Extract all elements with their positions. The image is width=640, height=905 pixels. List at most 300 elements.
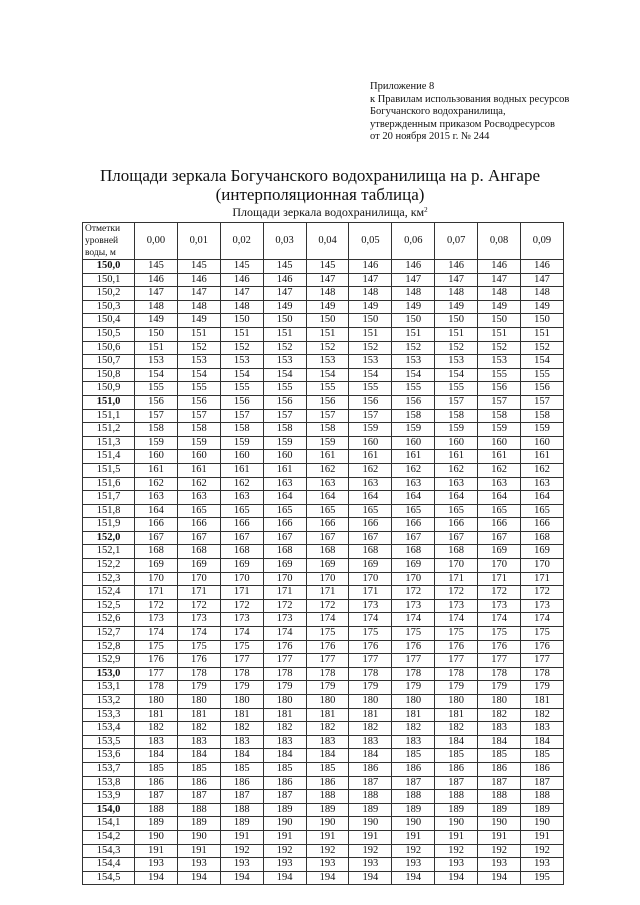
area-cell: 145 (135, 260, 178, 274)
area-cell: 173 (478, 599, 521, 613)
level-cell: 152,9 (83, 654, 135, 668)
area-cell: 160 (263, 450, 306, 464)
area-cell: 182 (220, 722, 263, 736)
area-cell: 168 (135, 545, 178, 559)
area-cell: 192 (435, 844, 478, 858)
area-cell: 153 (306, 355, 349, 369)
area-cell: 149 (135, 314, 178, 328)
area-cell: 167 (263, 531, 306, 545)
area-cell: 176 (306, 640, 349, 654)
table-row (83, 273, 564, 287)
area-cell: 185 (135, 762, 178, 776)
area-cell: 156 (521, 382, 564, 396)
area-cell: 177 (220, 654, 263, 668)
area-cell: 185 (478, 749, 521, 763)
area-cell: 184 (306, 749, 349, 763)
area-cell: 165 (177, 504, 220, 518)
area-cell: 183 (220, 735, 263, 749)
area-cell: 187 (392, 776, 435, 790)
area-cell: 195 (521, 871, 564, 885)
area-cell: 155 (521, 368, 564, 382)
area-cell: 169 (306, 559, 349, 573)
area-cell: 161 (349, 450, 392, 464)
area-cell: 159 (521, 423, 564, 437)
area-cell: 155 (306, 382, 349, 396)
area-cell: 176 (177, 654, 220, 668)
area-cell: 148 (306, 287, 349, 301)
area-cell: 178 (135, 681, 178, 695)
area-cell: 188 (349, 790, 392, 804)
area-cell: 182 (349, 722, 392, 736)
area-cell: 147 (135, 287, 178, 301)
area-cell: 186 (521, 762, 564, 776)
area-cell: 158 (435, 409, 478, 423)
area-cell: 171 (306, 586, 349, 600)
area-cell: 145 (220, 260, 263, 274)
appendix-line: Приложение 8 (370, 81, 435, 92)
area-cell: 190 (392, 817, 435, 831)
table-row (83, 559, 564, 573)
area-cell: 189 (392, 803, 435, 817)
area-cell: 194 (478, 871, 521, 885)
area-cell: 163 (306, 477, 349, 491)
area-cell: 163 (220, 491, 263, 505)
area-cell: 162 (478, 463, 521, 477)
area-cell: 180 (478, 695, 521, 709)
area-cell: 175 (478, 627, 521, 641)
area-cell: 156 (392, 395, 435, 409)
area-cell: 165 (220, 504, 263, 518)
area-cell: 173 (349, 599, 392, 613)
area-cell: 146 (177, 273, 220, 287)
area-cell: 170 (435, 559, 478, 573)
area-cell: 162 (306, 463, 349, 477)
area-cell: 153 (177, 355, 220, 369)
area-cell: 187 (478, 776, 521, 790)
area-cell: 188 (392, 790, 435, 804)
column-header: 0,09 (521, 223, 564, 260)
area-cell: 183 (135, 735, 178, 749)
area-cell: 172 (220, 599, 263, 613)
area-cell: 188 (435, 790, 478, 804)
area-cell: 149 (177, 314, 220, 328)
level-cell: 153,0 (83, 667, 135, 681)
area-cell: 152 (392, 341, 435, 355)
area-cell: 146 (392, 260, 435, 274)
area-cell: 145 (177, 260, 220, 274)
area-cell: 189 (521, 803, 564, 817)
area-cell: 165 (435, 504, 478, 518)
area-cell: 161 (135, 463, 178, 477)
area-cell: 192 (392, 844, 435, 858)
area-cell: 190 (306, 817, 349, 831)
area-cell: 191 (135, 844, 178, 858)
area-cell: 155 (478, 368, 521, 382)
column-header: 0,08 (478, 223, 521, 260)
area-cell: 159 (135, 436, 178, 450)
table-row (83, 844, 564, 858)
area-cell: 177 (435, 654, 478, 668)
area-cell: 169 (478, 545, 521, 559)
level-cell: 153,5 (83, 735, 135, 749)
level-cell: 153,9 (83, 790, 135, 804)
area-cell: 181 (435, 708, 478, 722)
column-header: 0,00 (135, 223, 178, 260)
area-cell: 152 (177, 341, 220, 355)
title-line-1: Площади зеркала Богучанского водохранилища на р. Ангаре (100, 166, 540, 185)
area-cell: 170 (392, 572, 435, 586)
area-cell: 154 (220, 368, 263, 382)
area-cell: 184 (177, 749, 220, 763)
area-cell: 193 (177, 858, 220, 872)
area-cell: 157 (177, 409, 220, 423)
appendix-line: от 20 ноября 2015 г. № 244 (370, 131, 490, 143)
area-cell: 161 (306, 450, 349, 464)
area-cell: 176 (263, 640, 306, 654)
area-cell: 148 (177, 300, 220, 314)
area-cell: 179 (478, 681, 521, 695)
level-cell: 150,1 (83, 273, 135, 287)
area-cell: 169 (392, 559, 435, 573)
area-cell: 181 (349, 708, 392, 722)
area-cell: 170 (478, 559, 521, 573)
area-cell: 160 (521, 436, 564, 450)
area-cell: 174 (392, 613, 435, 627)
area-cell: 157 (263, 409, 306, 423)
area-cell: 175 (435, 627, 478, 641)
area-cell: 148 (220, 300, 263, 314)
appendix-line: утвержденным приказом Росводресурсов (370, 118, 555, 130)
area-cell: 186 (263, 776, 306, 790)
level-cell: 150,4 (83, 314, 135, 328)
area-cell: 151 (177, 327, 220, 341)
level-cell: 150,2 (83, 287, 135, 301)
area-cell: 151 (306, 327, 349, 341)
area-cell: 188 (177, 803, 220, 817)
table-row (83, 667, 564, 681)
area-cell: 166 (263, 518, 306, 532)
level-cell: 153,7 (83, 762, 135, 776)
area-cell: 151 (435, 327, 478, 341)
area-cell: 174 (220, 627, 263, 641)
area-cell: 170 (349, 572, 392, 586)
area-cell: 157 (220, 409, 263, 423)
area-cell: 168 (263, 545, 306, 559)
area-cell: 184 (263, 749, 306, 763)
area-cell: 188 (220, 803, 263, 817)
level-cell: 154,1 (83, 817, 135, 831)
area-cell: 194 (435, 871, 478, 885)
area-cell: 154 (435, 368, 478, 382)
area-cell: 191 (392, 830, 435, 844)
area-cell: 151 (392, 327, 435, 341)
area-cell: 168 (177, 545, 220, 559)
area-cell: 165 (392, 504, 435, 518)
area-cell: 156 (306, 395, 349, 409)
table-caption (180, 205, 480, 220)
table-row (83, 368, 564, 382)
area-cell: 179 (220, 681, 263, 695)
level-cell: 151,5 (83, 463, 135, 477)
area-cell: 176 (392, 640, 435, 654)
area-cell: 163 (177, 491, 220, 505)
level-cell: 152,2 (83, 559, 135, 573)
area-cell: 167 (135, 531, 178, 545)
area-cell: 181 (521, 695, 564, 709)
area-cell: 178 (392, 667, 435, 681)
area-cell: 154 (392, 368, 435, 382)
table-row (83, 762, 564, 776)
table-row (83, 436, 564, 450)
area-cell: 150 (306, 314, 349, 328)
area-cell: 163 (349, 477, 392, 491)
area-cell: 170 (135, 572, 178, 586)
area-cell: 173 (435, 599, 478, 613)
level-cell: 151,1 (83, 409, 135, 423)
area-cell: 191 (349, 830, 392, 844)
area-cell: 152 (521, 341, 564, 355)
level-cell: 153,2 (83, 695, 135, 709)
area-cell: 172 (263, 599, 306, 613)
area-cell: 167 (306, 531, 349, 545)
area-cell: 148 (392, 287, 435, 301)
area-cell: 179 (177, 681, 220, 695)
level-cell: 153,3 (83, 708, 135, 722)
area-cell: 192 (220, 844, 263, 858)
area-cell: 179 (306, 681, 349, 695)
area-cell: 171 (478, 572, 521, 586)
table-row (83, 599, 564, 613)
table-row (83, 708, 564, 722)
area-cell: 170 (306, 572, 349, 586)
area-cell: 166 (435, 518, 478, 532)
area-cell: 173 (521, 599, 564, 613)
area-cell: 186 (349, 762, 392, 776)
interpolation-table (82, 222, 564, 885)
area-cell: 183 (349, 735, 392, 749)
area-cell: 191 (220, 830, 263, 844)
area-cell: 152 (263, 341, 306, 355)
area-cell: 186 (135, 776, 178, 790)
area-cell: 167 (220, 531, 263, 545)
corner-line: уровней (85, 236, 119, 246)
area-cell: 156 (177, 395, 220, 409)
table-row (83, 409, 564, 423)
table-row (83, 450, 564, 464)
area-cell: 170 (521, 559, 564, 573)
area-cell: 166 (521, 518, 564, 532)
area-cell: 159 (392, 423, 435, 437)
area-cell: 153 (135, 355, 178, 369)
level-cell: 151,6 (83, 477, 135, 491)
area-cell: 152 (435, 341, 478, 355)
area-cell: 177 (263, 654, 306, 668)
area-cell: 193 (435, 858, 478, 872)
area-cell: 189 (349, 803, 392, 817)
area-cell: 174 (521, 613, 564, 627)
area-cell: 185 (177, 762, 220, 776)
table-row (83, 695, 564, 709)
area-cell: 150 (220, 314, 263, 328)
area-cell: 168 (392, 545, 435, 559)
area-cell: 166 (177, 518, 220, 532)
area-cell: 169 (177, 559, 220, 573)
area-cell: 149 (306, 300, 349, 314)
level-cell: 152,7 (83, 627, 135, 641)
area-cell: 183 (478, 722, 521, 736)
area-cell: 170 (263, 572, 306, 586)
area-cell: 174 (478, 613, 521, 627)
area-cell: 194 (177, 871, 220, 885)
area-cell: 173 (392, 599, 435, 613)
area-cell: 163 (263, 477, 306, 491)
area-cell: 166 (478, 518, 521, 532)
area-cell: 182 (478, 708, 521, 722)
area-cell: 193 (478, 858, 521, 872)
level-cell: 150,7 (83, 355, 135, 369)
area-cell: 190 (263, 817, 306, 831)
table-row (83, 627, 564, 641)
area-cell: 169 (521, 545, 564, 559)
area-cell: 162 (349, 463, 392, 477)
area-cell: 153 (220, 355, 263, 369)
area-cell: 152 (349, 341, 392, 355)
area-cell: 176 (435, 640, 478, 654)
area-cell: 180 (220, 695, 263, 709)
area-cell: 187 (177, 790, 220, 804)
area-cell: 158 (135, 423, 178, 437)
level-cell: 151,2 (83, 423, 135, 437)
table-row (83, 531, 564, 545)
area-cell: 189 (135, 817, 178, 831)
area-cell: 171 (521, 572, 564, 586)
area-cell: 156 (263, 395, 306, 409)
area-cell: 153 (349, 355, 392, 369)
table-row (83, 776, 564, 790)
column-header: 0,01 (177, 223, 220, 260)
area-cell: 180 (349, 695, 392, 709)
area-cell: 149 (435, 300, 478, 314)
area-cell: 157 (521, 395, 564, 409)
area-cell: 185 (392, 749, 435, 763)
area-cell: 183 (521, 722, 564, 736)
area-cell: 191 (435, 830, 478, 844)
area-cell: 155 (135, 382, 178, 396)
area-cell: 177 (521, 654, 564, 668)
area-cell: 191 (263, 830, 306, 844)
area-cell: 158 (306, 423, 349, 437)
area-cell: 187 (263, 790, 306, 804)
area-cell: 165 (306, 504, 349, 518)
area-cell: 166 (220, 518, 263, 532)
area-cell: 157 (435, 395, 478, 409)
area-cell: 192 (306, 844, 349, 858)
level-cell: 152,6 (83, 613, 135, 627)
table-header-row (83, 223, 564, 260)
area-cell: 168 (521, 531, 564, 545)
area-cell: 190 (349, 817, 392, 831)
area-cell: 166 (135, 518, 178, 532)
area-cell: 172 (435, 586, 478, 600)
area-cell: 185 (263, 762, 306, 776)
area-cell: 174 (435, 613, 478, 627)
area-cell: 174 (306, 613, 349, 627)
level-column-header (83, 223, 135, 260)
area-cell: 164 (392, 491, 435, 505)
area-cell: 182 (435, 722, 478, 736)
area-cell: 194 (220, 871, 263, 885)
area-cell: 158 (478, 409, 521, 423)
area-cell: 186 (478, 762, 521, 776)
area-cell: 190 (435, 817, 478, 831)
area-cell: 189 (263, 803, 306, 817)
area-cell: 193 (306, 858, 349, 872)
area-cell: 150 (392, 314, 435, 328)
area-cell: 153 (263, 355, 306, 369)
area-cell: 160 (435, 436, 478, 450)
area-cell: 174 (135, 627, 178, 641)
area-cell: 183 (306, 735, 349, 749)
area-cell: 182 (521, 708, 564, 722)
area-cell: 155 (177, 382, 220, 396)
area-cell: 148 (521, 287, 564, 301)
area-cell: 156 (135, 395, 178, 409)
area-cell: 145 (306, 260, 349, 274)
area-cell: 182 (306, 722, 349, 736)
table-row (83, 803, 564, 817)
area-cell: 170 (220, 572, 263, 586)
table-row (83, 858, 564, 872)
caption-text: Площади зеркала водохранилища, км (232, 205, 425, 219)
area-cell: 193 (349, 858, 392, 872)
area-cell: 184 (435, 735, 478, 749)
area-cell: 146 (220, 273, 263, 287)
table-row (83, 300, 564, 314)
area-cell: 147 (392, 273, 435, 287)
table-row (83, 871, 564, 885)
area-cell: 146 (435, 260, 478, 274)
area-cell: 151 (478, 327, 521, 341)
table-row (83, 341, 564, 355)
area-cell: 164 (349, 491, 392, 505)
table-row (83, 790, 564, 804)
area-cell: 189 (220, 817, 263, 831)
area-cell: 162 (521, 463, 564, 477)
area-cell: 188 (478, 790, 521, 804)
area-cell: 158 (521, 409, 564, 423)
area-cell: 171 (220, 586, 263, 600)
area-cell: 169 (135, 559, 178, 573)
area-cell: 153 (435, 355, 478, 369)
area-cell: 166 (392, 518, 435, 532)
area-cell: 175 (177, 640, 220, 654)
area-cell: 165 (349, 504, 392, 518)
area-cell: 159 (220, 436, 263, 450)
area-cell: 175 (220, 640, 263, 654)
area-cell: 192 (349, 844, 392, 858)
area-cell: 154 (263, 368, 306, 382)
area-cell: 150 (521, 314, 564, 328)
area-cell: 173 (135, 613, 178, 627)
table-row (83, 640, 564, 654)
area-cell: 159 (478, 423, 521, 437)
area-cell: 150 (435, 314, 478, 328)
area-cell: 190 (478, 817, 521, 831)
area-cell: 163 (478, 477, 521, 491)
area-cell: 161 (435, 450, 478, 464)
column-header: 0,07 (435, 223, 478, 260)
table-row (83, 722, 564, 736)
